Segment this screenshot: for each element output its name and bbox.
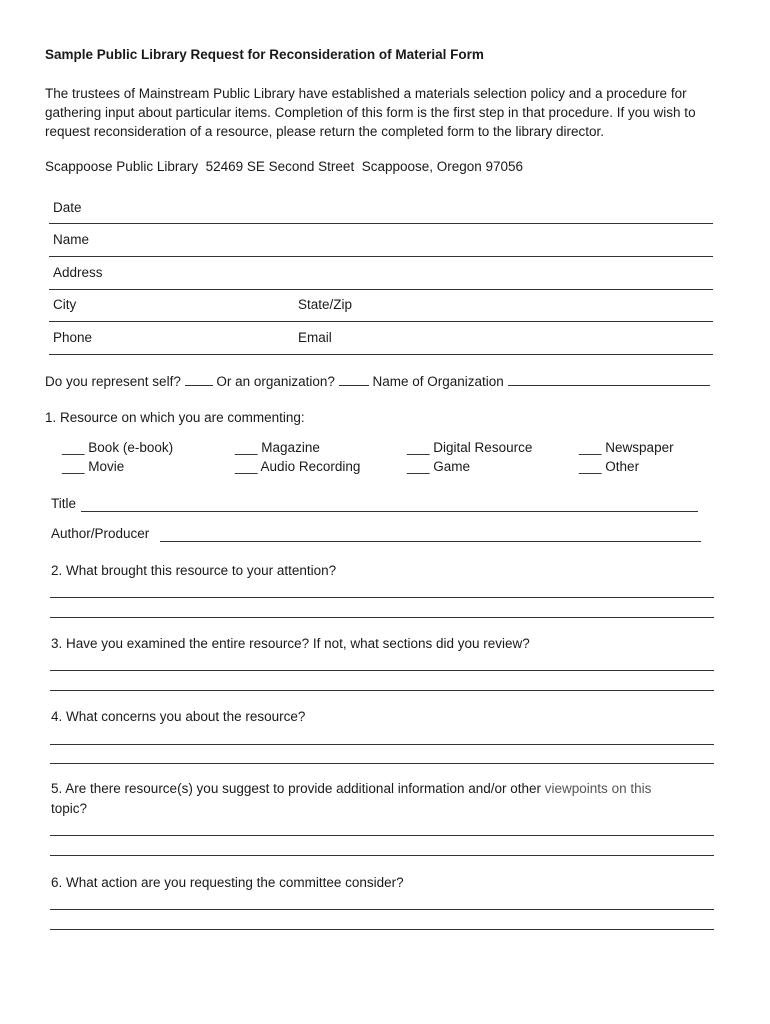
question-5-topic: topic?	[51, 801, 88, 816]
represent-self-label: Do you represent self?	[45, 374, 181, 389]
option-magazine[interactable]	[235, 440, 320, 455]
option-game[interactable]	[407, 459, 470, 474]
option-movie-label: Movie	[88, 459, 125, 474]
option-audio-blank[interactable]: ___	[235, 459, 258, 474]
option-newspaper[interactable]	[579, 440, 674, 455]
answer-6-line-2[interactable]	[50, 929, 714, 930]
question-5-text: 5. Are there resource(s) you suggest to provide additional information and/or other	[51, 781, 545, 796]
name-field[interactable]	[49, 256, 713, 257]
answer-3-line-1[interactable]	[50, 670, 714, 671]
option-movie[interactable]	[62, 459, 124, 474]
represent-row	[45, 374, 710, 389]
option-other[interactable]	[579, 459, 639, 474]
option-magazine-label: Magazine	[261, 440, 320, 455]
option-magazine-blank[interactable]: ___	[235, 440, 258, 455]
represent-org-label: Or an organization?	[216, 374, 335, 389]
title-label: Title	[51, 496, 77, 511]
title-field[interactable]	[81, 510, 698, 512]
answer-3-line-2[interactable]	[50, 690, 714, 691]
phone-email-field[interactable]	[49, 354, 713, 355]
name-label: Name	[53, 232, 90, 247]
state-zip-label: State/Zip	[298, 297, 353, 312]
author-label: Author/Producer	[51, 526, 150, 541]
resource-question: 1. Resource on which you are commenting:	[45, 410, 305, 425]
represent-org-blank[interactable]	[339, 384, 369, 386]
date-field[interactable]	[49, 223, 713, 224]
answer-4-line-2[interactable]	[50, 763, 714, 764]
form-title: Sample Public Library Request for Reconsideration of Material Form	[45, 47, 484, 62]
address-field[interactable]	[49, 289, 713, 290]
option-digital-label: Digital Resource	[433, 440, 533, 455]
question-5	[51, 781, 651, 796]
author-field[interactable]	[160, 540, 701, 542]
option-audio-label: Audio Recording	[260, 459, 361, 474]
org-name-label: Name of Organization	[372, 374, 504, 389]
question-3: 3. Have you examined the entire resource? If not, what sections did you review?	[51, 636, 530, 651]
option-other-label: Other	[605, 459, 640, 474]
option-movie-blank[interactable]: ___	[62, 459, 85, 474]
option-book-blank[interactable]: ___	[62, 440, 85, 455]
answer-6-line-1[interactable]	[50, 909, 714, 910]
option-digital[interactable]	[407, 440, 532, 455]
option-newspaper-label: Newspaper	[605, 440, 674, 455]
option-newspaper-blank[interactable]: ___	[579, 440, 602, 455]
answer-5-line-2[interactable]	[50, 855, 714, 856]
option-book[interactable]	[62, 440, 173, 455]
option-book-label: Book (e-book)	[88, 440, 174, 455]
option-audio[interactable]	[235, 459, 360, 474]
represent-self-blank[interactable]	[185, 384, 213, 386]
address-label: Address	[53, 265, 103, 280]
option-game-blank[interactable]: ___	[407, 459, 430, 474]
option-other-blank[interactable]: ___	[579, 459, 602, 474]
question-5-text-continued: viewpoints on this	[544, 781, 652, 796]
option-digital-blank[interactable]: ___	[407, 440, 430, 455]
question-6: 6. What action are you requesting the committee consider?	[51, 875, 404, 890]
answer-2-line-2[interactable]	[50, 617, 714, 618]
answer-4-line-1[interactable]	[50, 744, 714, 745]
question-4: 4. What concerns you about the resource?	[51, 709, 306, 724]
answer-2-line-1[interactable]	[50, 597, 714, 598]
answer-5-line-1[interactable]	[50, 835, 714, 836]
city-state-zip-field[interactable]	[49, 321, 713, 322]
phone-label: Phone	[53, 330, 93, 345]
org-name-blank[interactable]	[508, 384, 710, 386]
library-address: Scappoose Public Library 52469 SE Second Street Scappoose, Oregon 97056	[45, 159, 524, 174]
city-label: City	[53, 297, 77, 312]
email-label: Email	[298, 330, 332, 345]
option-game-label: Game	[433, 459, 471, 474]
question-2: 2. What brought this resource to your attention?	[51, 563, 337, 578]
intro-paragraph: The trustees of Mainstream Public Library have established a materials selection policy and a procedure for gathering input about particular items. Completion of this form is the first step in that procedure. If you wish to request reconsideration of a resource, please return the completed form to the library director.	[45, 86, 696, 139]
date-label: Date	[53, 200, 82, 215]
